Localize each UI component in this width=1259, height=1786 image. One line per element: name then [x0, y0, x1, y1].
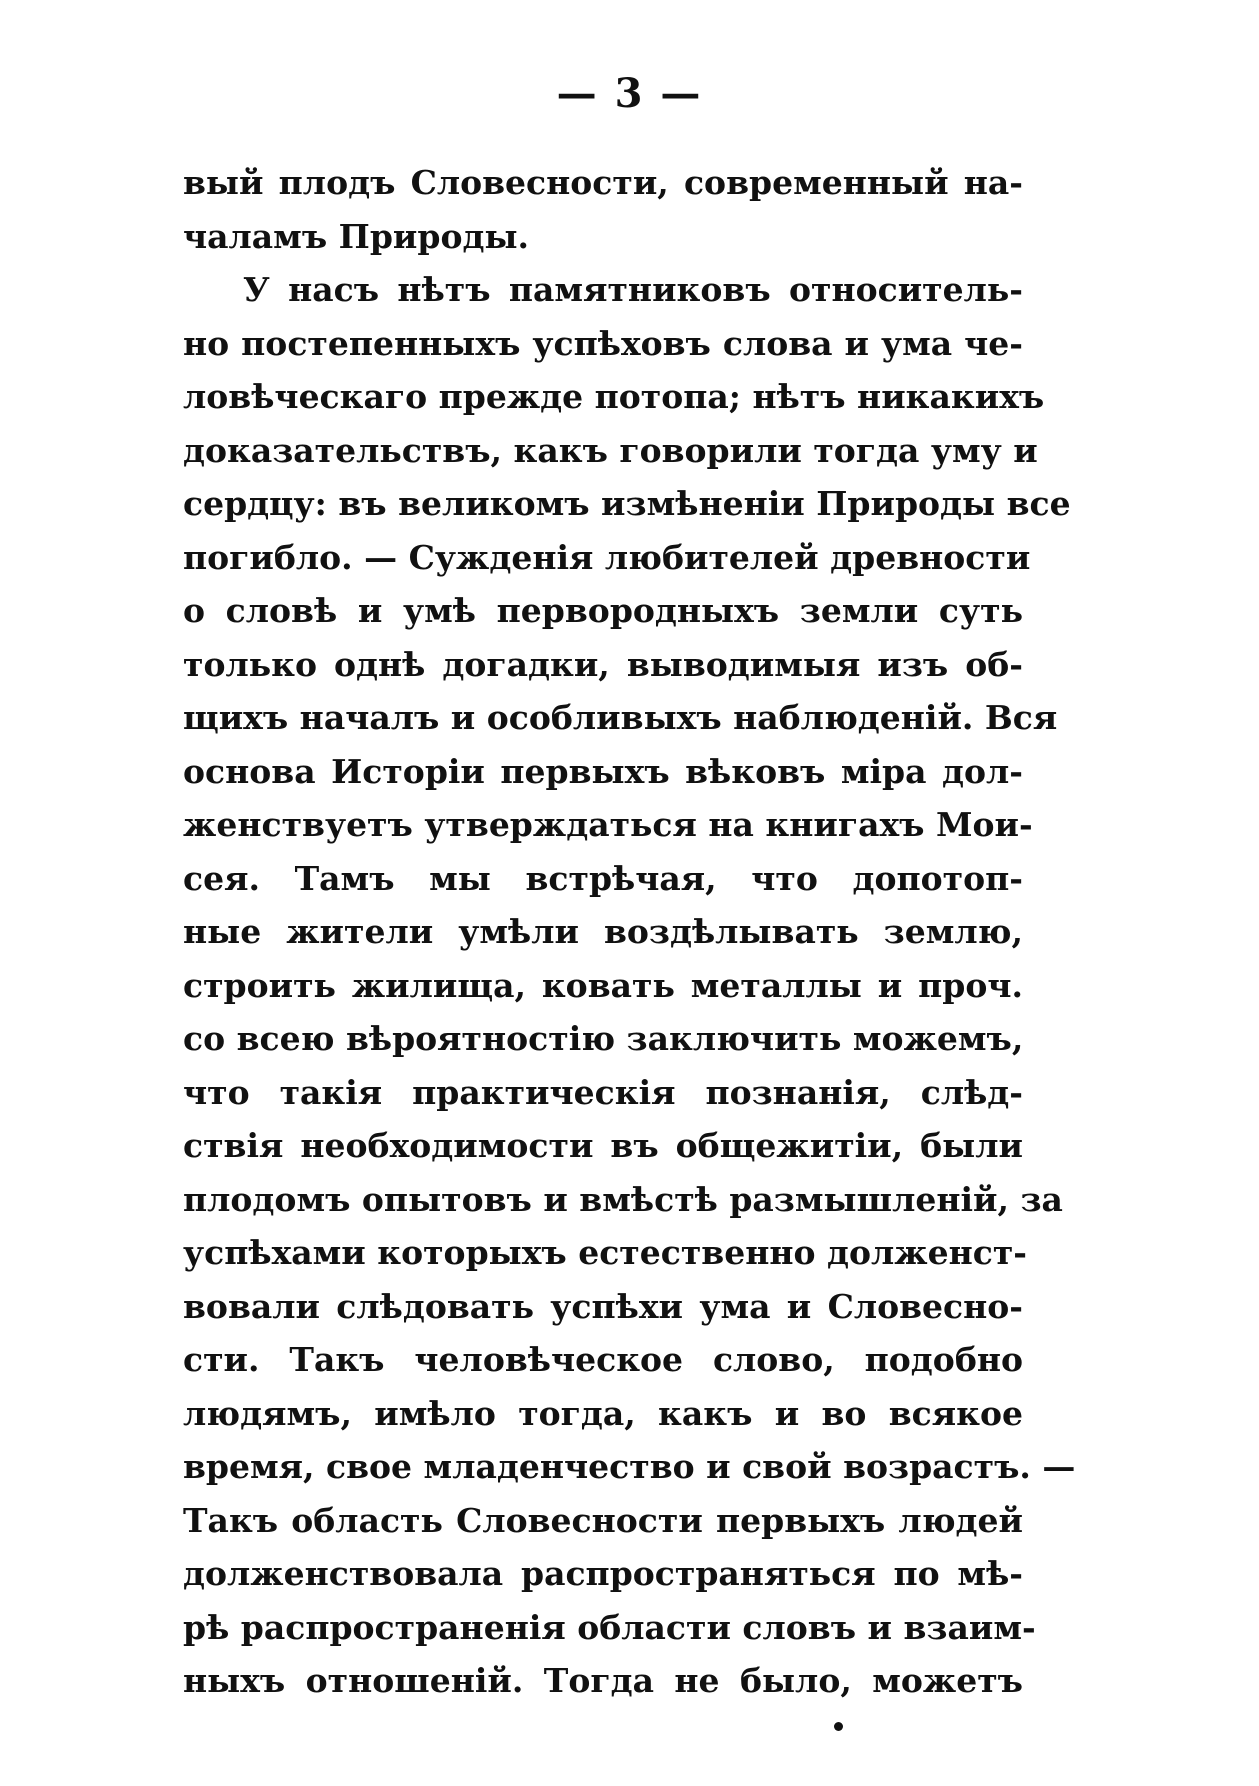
text-line: погибло. — Сужденія любителей древности [183, 537, 1031, 577]
text-line: сти. Такъ человѣческое слово, подобно [183, 1340, 1023, 1379]
ink-speck [834, 1722, 843, 1731]
text-line: но постепенныхъ успѣховъ слова и ума че- [183, 323, 1023, 363]
text-line: доказательствъ, какъ говорили тогда уму и [183, 430, 1038, 470]
text-line: строить жилища, ковать металлы и проч. [183, 965, 1023, 1005]
text-line: вовали слѣдовать успѣхи ума и Словесно- [183, 1286, 1023, 1326]
text-line: о словѣ и умѣ первородныхъ земли суть [183, 591, 1023, 630]
text-line: время, свое младенчество и свой возрастъ. — [183, 1447, 1076, 1486]
text-line: У насъ нѣтъ памятниковъ относитель- [243, 270, 1023, 309]
text-line: ные жители умѣли воздѣлывать землю, [183, 912, 1023, 951]
text-line: что такія практическія познанія, слѣд- [183, 1072, 1023, 1112]
text-line: женствуетъ утверждаться на книгахъ Мои- [183, 805, 1033, 844]
text-line: плодомъ опытовъ и вмѣстѣ размышленій, за [183, 1179, 1063, 1219]
text-line: ныхъ отношеній. Тогда не было, можетъ [183, 1661, 1023, 1700]
text-line: чаламъ Природы. [183, 216, 530, 256]
page-number: — 3 — [556, 70, 703, 117]
text-line: рѣ распространенія области словъ и взаим- [183, 1607, 1036, 1647]
text-line: сердцу: въ великомъ измѣненіи Природы все [183, 484, 1071, 523]
text-line: вый плодъ Словесности, современный на- [183, 163, 1023, 202]
text-line: ловѣческаго прежде потопа; нѣтъ никакихъ [183, 377, 1045, 416]
text-line: людямъ, имѣло тогда, какъ и во всякое [183, 1393, 1023, 1433]
text-line: сея. Тамъ мы встрѣчая, что допотоп- [183, 858, 1023, 898]
body-text [183, 156, 1076, 1708]
text-line: Такъ область Словесности первыхъ людей [183, 1500, 1023, 1540]
text-line: щихъ началъ и особливыхъ наблюденій. Вся [183, 698, 1058, 737]
text-line: ствія необходимости въ общежитіи, были [183, 1126, 1023, 1165]
text-line: только однѣ догадки, выводимыя изъ об- [183, 644, 1023, 684]
text-line: со всею вѣроятностію заключить можемъ, [183, 1019, 1024, 1058]
text-line: успѣхами которыхъ естественно долженст- [183, 1233, 1027, 1272]
text-line: долженствовала распространяться по мѣ- [183, 1554, 1023, 1593]
text-line: основа Исторіи первыхъ вѣковъ міра дол- [183, 751, 1023, 791]
